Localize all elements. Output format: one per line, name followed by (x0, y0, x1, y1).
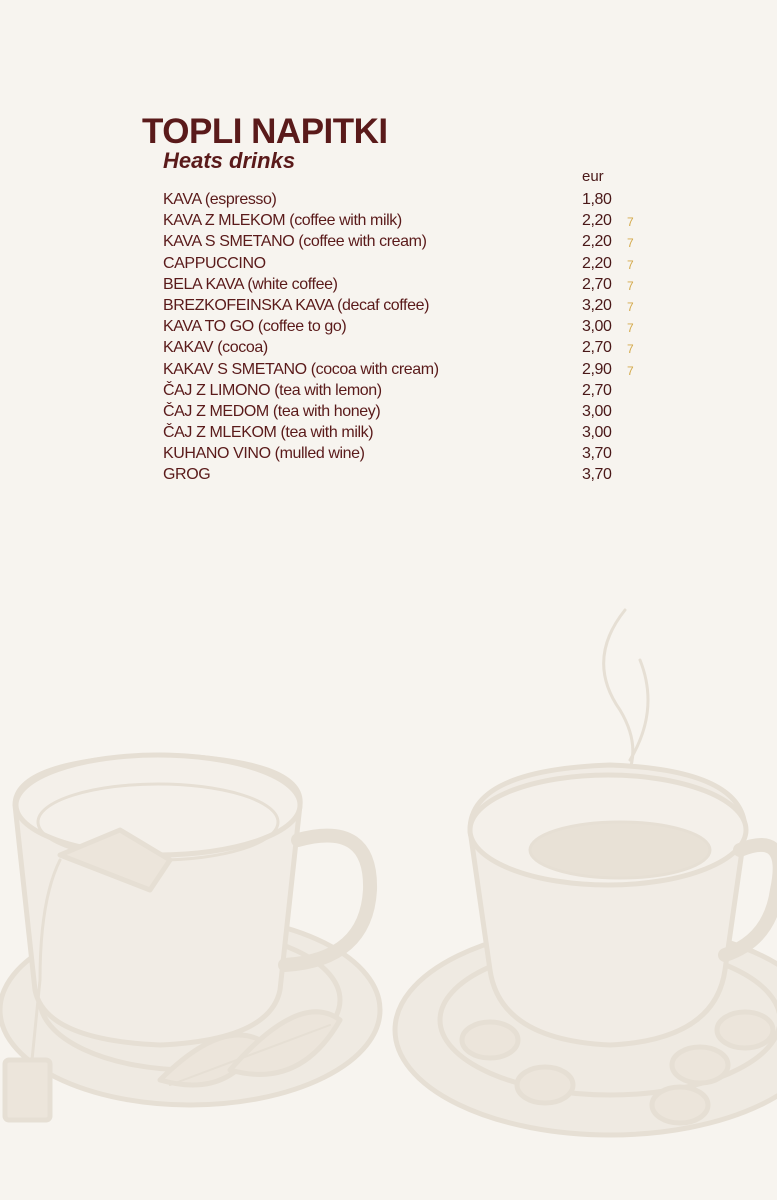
item-price: 1,80 (582, 191, 612, 208)
allergen-code: 7 (627, 299, 634, 314)
menu-item-kava-to-go (163, 316, 653, 337)
menu-item-kava (163, 189, 653, 210)
tea-cup-icon (0, 755, 380, 1120)
item-name: ČAJ Z MLEKOM (tea with milk) (163, 424, 374, 442)
menu-item-grog (163, 464, 653, 485)
item-price: 2,20 (582, 212, 612, 230)
item-price: 3,00 (582, 424, 612, 442)
item-name: CAPPUCCINO (163, 254, 266, 272)
item-name: GROG (163, 466, 211, 484)
page-subtitle: Heats drinks (163, 148, 296, 173)
menu-item-kava-z-mlekom (163, 210, 653, 231)
menu-item-kakav-s-smetano (163, 359, 653, 380)
menu-item-kava-s-smetano (163, 231, 653, 252)
item-price: 3,70 (582, 445, 612, 463)
menu-item-cappuccino (163, 253, 653, 274)
item-price: 3,00 (582, 402, 612, 420)
item-price: 2,70 (582, 381, 612, 399)
allergen-code: 7 (627, 236, 634, 251)
allergen-code: 7 (627, 278, 634, 293)
allergen-code: 7 (627, 257, 634, 272)
coffee-cup-icon (395, 610, 777, 1135)
allergen-code: 7 (627, 342, 634, 357)
menu-item-caj-z-mlekom (163, 422, 653, 443)
item-price: 2,70 (582, 275, 612, 293)
item-price: 2,20 (582, 233, 612, 251)
item-name: KAKAV S SMETANO (cocoa with cream) (163, 360, 439, 378)
item-name: ČAJ Z MEDOM (tea with honey) (163, 402, 381, 420)
page-title: TOPLI NAPITKI (142, 112, 388, 151)
item-name: KAKAV (cocoa) (163, 339, 268, 357)
background-illustration (0, 560, 777, 1200)
allergen-code: 7 (627, 321, 634, 336)
item-name: KAVA Z MLEKOM (coffee with milk) (163, 212, 402, 230)
item-price: 2,70 (582, 339, 612, 357)
allergen-code: 7 (627, 215, 634, 230)
item-name: KUHANO VINO (mulled wine) (163, 445, 365, 463)
item-price: 3,70 (582, 466, 612, 484)
item-name: BREZKOFEINSKA KAVA (decaf coffee) (163, 296, 430, 314)
item-name: KAVA (espresso) (163, 191, 277, 208)
allergen-code: 7 (627, 363, 634, 378)
item-price: 3,00 (582, 318, 612, 336)
menu-item-caj-z-medom (163, 401, 653, 422)
item-name: KAVA S SMETANO (coffee with cream) (163, 233, 427, 251)
menu-item-caj-z-limono (163, 380, 653, 401)
menu-item-bela-kava (163, 274, 653, 295)
item-price: 2,20 (582, 254, 612, 272)
item-name: BELA KAVA (white coffee) (163, 275, 338, 293)
item-price: 3,20 (582, 296, 612, 314)
item-price: 2,90 (582, 360, 612, 378)
currency-label: eur (582, 168, 604, 185)
menu-list (163, 189, 653, 486)
menu-item-kuhano-vino (163, 443, 653, 464)
item-name: ČAJ Z LIMONO (tea with lemon) (163, 381, 382, 399)
item-name: KAVA TO GO (coffee to go) (163, 318, 347, 336)
menu-item-brezkofeinska-kava (163, 295, 653, 316)
menu-item-kakav (163, 337, 653, 358)
